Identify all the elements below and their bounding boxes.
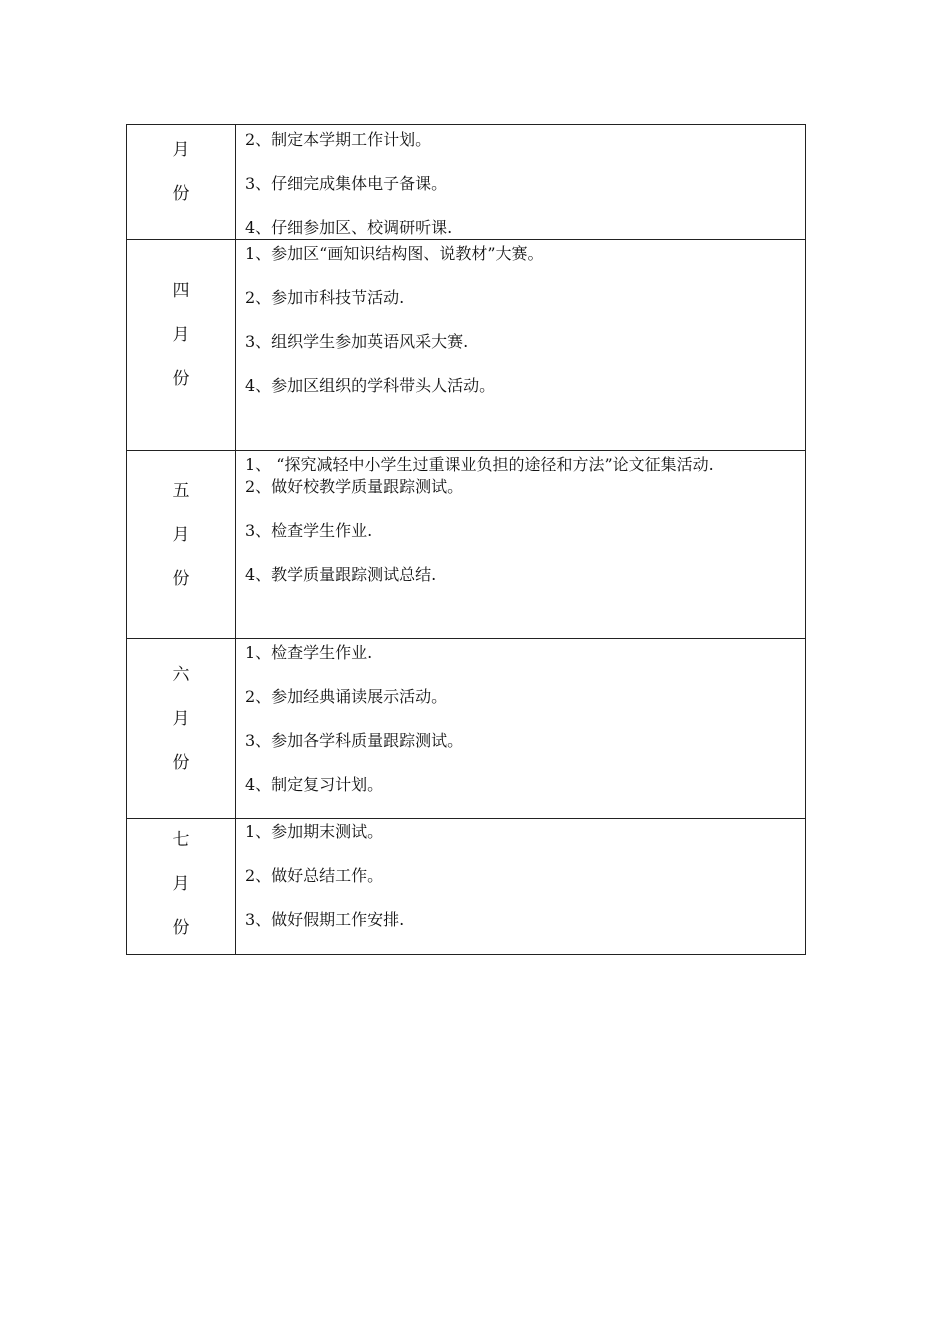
tasks-cell xyxy=(236,125,806,240)
month-label: 份 xyxy=(172,184,190,204)
list-item: 4、制定复习计划。 xyxy=(245,775,384,794)
list-item: 1、参加区“画知识结构图、说教材”大赛。 xyxy=(245,244,544,263)
list-item: 3、参加各学科质量跟踪测试。 xyxy=(245,731,464,750)
table-row xyxy=(127,125,806,240)
list-item: 3、仔细完成集体电子备课。 xyxy=(245,174,448,193)
list-item: 3、做好假期工作安排. xyxy=(245,910,405,929)
tasks-cell xyxy=(236,451,806,639)
month-label: 月 xyxy=(172,525,190,545)
list-item: 1、检查学生作业. xyxy=(245,643,373,662)
month-label: 四 xyxy=(172,281,190,301)
month-cell xyxy=(127,451,236,639)
month-cell xyxy=(127,125,236,240)
work-schedule-table xyxy=(126,124,806,955)
table-row xyxy=(127,639,806,819)
month-label: 份 xyxy=(172,918,190,938)
list-item: 4、仔细参加区、校调研听课. xyxy=(245,218,453,237)
month-label: 份 xyxy=(172,753,190,773)
list-item: 2、参加市科技节活动. xyxy=(245,288,405,307)
list-item: 4、教学质量跟踪测试总结. xyxy=(245,565,437,584)
month-cell xyxy=(127,639,236,819)
tasks-cell xyxy=(236,240,806,451)
list-item: 3、检查学生作业. xyxy=(245,521,373,540)
month-label: 月 xyxy=(172,325,190,345)
list-item: 2、参加经典诵读展示活动。 xyxy=(245,687,448,706)
month-label: 份 xyxy=(172,569,190,589)
list-item: 2、做好校教学质量跟踪测试。 xyxy=(245,477,464,496)
month-label: 份 xyxy=(172,369,190,389)
list-item: 2、做好总结工作。 xyxy=(245,866,384,885)
list-item: 1、 “探究减轻中小学生过重课业负担的途径和方法”论文征集活动. xyxy=(245,455,714,474)
month-label: 月 xyxy=(172,140,190,160)
table-row xyxy=(127,451,806,639)
table-row xyxy=(127,240,806,451)
list-item: 4、参加区组织的学科带头人活动。 xyxy=(245,376,496,395)
month-label: 七 xyxy=(172,830,190,850)
list-item: 2、制定本学期工作计划。 xyxy=(245,130,432,149)
month-cell xyxy=(127,240,236,451)
tasks-cell xyxy=(236,819,806,955)
list-item: 3、组织学生参加英语风采大赛. xyxy=(245,332,469,351)
tasks-cell xyxy=(236,639,806,819)
month-cell xyxy=(127,819,236,955)
month-label: 五 xyxy=(172,481,190,501)
table-row xyxy=(127,819,806,955)
month-label: 月 xyxy=(172,709,190,729)
month-label: 六 xyxy=(172,665,190,685)
month-label: 月 xyxy=(172,874,190,894)
list-item: 1、参加期末测试。 xyxy=(245,822,384,841)
